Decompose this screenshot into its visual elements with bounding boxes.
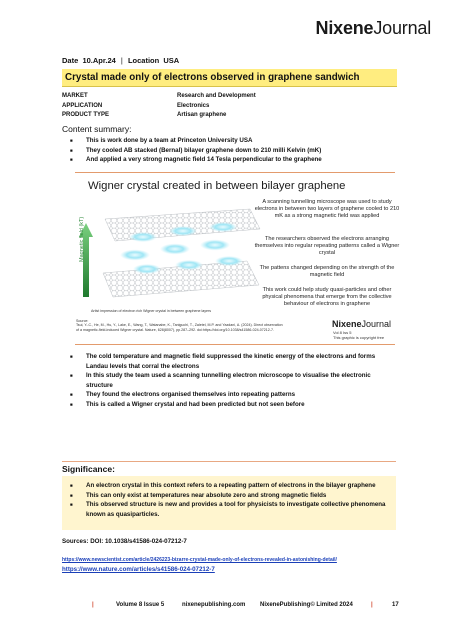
significance-title: Significance: — [62, 464, 115, 474]
list-item: ■ The cold temperature and magnetic field suppressed the kinetic energy of the electrons and forms Landau levels that corral the electrons — [70, 352, 388, 371]
list-item: ■ They found the electrons organised themselves into repeating patterns — [70, 390, 388, 400]
headline-bar — [62, 69, 397, 87]
divider — [62, 461, 396, 462]
location-value: USA — [163, 56, 180, 65]
figure-note-1: A scanning tunnelling microscope was used to study electrons in between two layers of graphene cooled to 210 mK as a strong magnetic field was applied — [254, 199, 400, 220]
list-item: ■ This can only exist at temperatures near absolute zero and strong magnetic fields — [70, 491, 388, 501]
divider — [75, 344, 395, 345]
source-link-newscientist[interactable]: https://www.newscientist.com/article/2426223-bizarre-crystal-made-only-of-electrons-revealed-in-astonishing-detail/ — [62, 557, 337, 563]
figure-issue: Vol 8 Iss 5 — [333, 330, 352, 335]
list-item: ■ This is work done by a team at Princeton University USA — [70, 136, 390, 146]
summary-title: Content summary: — [62, 124, 132, 134]
graphene-illustration — [75, 197, 265, 309]
headline: Crystal made only of electrons observed in graphene sandwich — [65, 72, 360, 83]
date-value: 10.Apr.24 — [82, 56, 116, 65]
list-item: ■ This observed structure is new and provides a tool for physicists to investigate collective phenomena known as quasiparticles. — [70, 500, 388, 519]
meta-row-market: MARKET Research and Development — [62, 93, 256, 99]
figure-source — [76, 319, 286, 332]
list-item: ■ In this study the team used a scanning tunnelling electron microscope to visualise the electronic structure — [70, 371, 388, 390]
list-item: ■ They cooled AB stacked (Bernal) bilayer graphene down to 210 milli Kelvin (mK) — [70, 146, 390, 156]
meta-row-application: APPLICATION Electronics — [62, 102, 210, 109]
source-link-nature[interactable]: https://www.nature.com/articles/s41586-024-07212-7 — [62, 566, 215, 573]
meta-row-product-type: PRODUCT TYPE Artisan graphene — [62, 112, 227, 118]
figure-brand: NixeneJournal — [332, 319, 392, 329]
figure-copyright: This graphic is copyright free — [333, 335, 385, 340]
figure-note-4: This work could help study quasi-particles and other physical phenomena that emerge from the collective behaviour of electrons in graphene — [262, 287, 392, 308]
page-number: 17 — [392, 602, 399, 608]
figure-brand-sub — [333, 330, 384, 340]
graphene-top-sheet — [105, 209, 260, 241]
magnetic-field-label: Magnetic field (kT) — [79, 216, 85, 262]
brand-bold: Nixene — [315, 18, 374, 38]
divider — [75, 172, 395, 173]
journal-brand — [316, 18, 431, 39]
footer-pipe-right: | — [371, 602, 373, 608]
brand-light: Journal — [373, 18, 431, 38]
list-item: ■ This is called a Wigner crystal and had been predicted but not seen before — [70, 400, 388, 410]
source-text: Tsui, Y.-C., He, M., Hu, Y., Lake, E., Wang, T., Watanabe, K., Taniguchi, T., Zaletel, M.P. and Yazdani, A. (2024). Direct observation of a magnetic-field-induced Wigner crystal. Nature, 628(8007), pp.287–292. doi:https://doi.org/10.1038/s41586-024-07212-7. — [76, 323, 283, 332]
page-footer — [0, 602, 455, 614]
meta-table — [62, 92, 256, 121]
source-label: Source: — [76, 319, 89, 323]
figure-small-caption: Artist impression of electron rich Wigner crystal in between graphene layers — [91, 309, 212, 313]
figure-note-3: The pattens changed depending on the strength of the magnetic field — [259, 265, 395, 279]
footer-pipe-left: | — [92, 602, 94, 608]
dateline-separator: | — [120, 56, 123, 65]
significance-list — [70, 481, 388, 519]
body-list — [70, 352, 388, 410]
date-label: Date — [62, 56, 79, 65]
dateline — [62, 56, 179, 65]
list-item: ■ And applied a very strong magnetic field 14 Tesla perpendicular to the graphene — [70, 155, 390, 165]
list-item: ■ An electron crystal in this context refers to a repeating pattern of electrons in the bilayer graphene — [70, 481, 388, 491]
location-label: Location — [127, 56, 160, 65]
footer-issue: Volume 8 Issue 5 — [116, 602, 165, 608]
footer-copyright: NixenePublishing© Limited 2024 — [260, 602, 353, 608]
figure-title: Wigner crystal created in between bilayer graphene — [88, 180, 346, 192]
summary-list — [70, 136, 390, 165]
figure-note-2: The researchers observed the electrons arranging themselves into regular repeating patterns called a Wigner crystal — [254, 236, 400, 257]
footer-site: nixenepublishing.com — [182, 602, 246, 608]
sources-label: Sources: DOI: 10.1038/s41586-024-07212-7 — [62, 538, 187, 545]
